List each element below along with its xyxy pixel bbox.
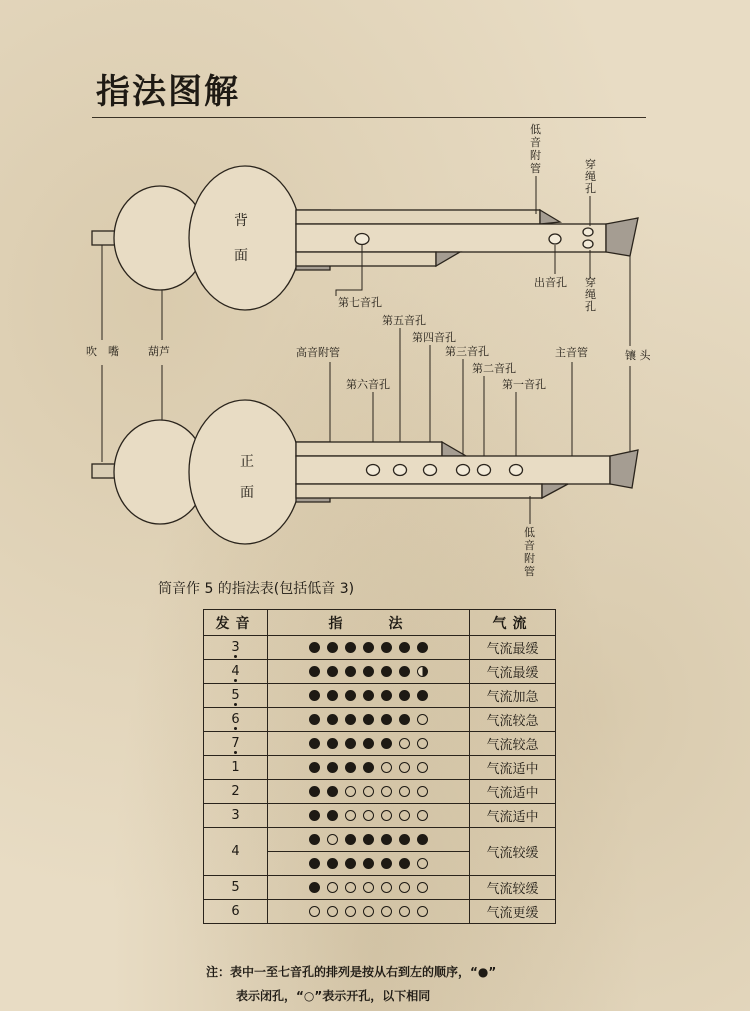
hole-open-icon <box>417 810 428 821</box>
fingering-cell <box>268 876 470 900</box>
fingering-cell <box>268 684 470 708</box>
hole-open-icon <box>345 810 356 821</box>
hole-open-icon <box>345 882 356 893</box>
svg-text:附: 附 <box>524 552 535 565</box>
hole-closed-icon <box>327 642 338 653</box>
hole-closed-icon <box>417 690 428 701</box>
hole-closed-icon <box>381 690 392 701</box>
table-row <box>204 876 556 900</box>
back-upper-pipe-tip <box>540 210 560 224</box>
table-row <box>204 708 556 732</box>
hole-closed-icon <box>309 786 320 797</box>
airflow-cell: 气流最缓 <box>470 636 556 660</box>
hole-closed-icon <box>309 738 320 749</box>
hole-closed-icon <box>327 858 338 869</box>
table-row <box>204 828 556 852</box>
table-header-row <box>204 610 556 636</box>
hole-half-icon <box>417 666 428 677</box>
hole-closed-icon <box>345 858 356 869</box>
fourth-hole-label: 第四音孔 <box>412 331 456 344</box>
hole-closed-icon <box>363 690 374 701</box>
hole-closed-icon <box>399 690 410 701</box>
front-hole-6 <box>367 465 380 476</box>
hole-open-icon <box>417 858 428 869</box>
airflow-cell: 气流适中 <box>470 756 556 780</box>
second-hole-label: 第二音孔 <box>472 362 516 375</box>
note-value: 5 <box>231 880 240 895</box>
note-value: 5 <box>231 688 240 703</box>
airflow-cell: 气流适中 <box>470 804 556 828</box>
note-cell <box>204 660 268 684</box>
svg-text:绳: 绳 <box>585 170 596 183</box>
hole-open-icon <box>363 882 374 893</box>
note-cell <box>204 732 268 756</box>
hole-open-icon <box>363 810 374 821</box>
note-value: 6 <box>231 712 240 727</box>
front-hole-1 <box>510 465 523 476</box>
page-title: 指法图解 <box>96 72 240 112</box>
airflow-cell: 气流更缓 <box>470 900 556 924</box>
svg-text:管: 管 <box>530 162 541 175</box>
back-head <box>606 218 638 256</box>
header-fingering: 指 法 <box>268 610 470 636</box>
svg-text:孔: 孔 <box>585 300 596 313</box>
hole-open-icon <box>327 906 338 917</box>
svg-text:音: 音 <box>524 539 535 552</box>
hole-open-icon <box>345 786 356 797</box>
hole-open-icon <box>417 762 428 773</box>
gourd-label: 葫芦 <box>148 345 170 358</box>
svg-text:音: 音 <box>530 136 541 149</box>
hole-closed-icon <box>309 810 320 821</box>
exit-hole-label: 出音孔 <box>534 276 567 289</box>
fingering-cell <box>268 852 470 876</box>
mouthpiece-label: 吹 嘴 <box>86 345 119 358</box>
hole-closed-icon <box>399 858 410 869</box>
hole-closed-icon <box>309 762 320 773</box>
fingering-cell <box>268 636 470 660</box>
hole-open-icon <box>399 762 410 773</box>
hole-closed-icon <box>381 738 392 749</box>
hole-closed-icon <box>327 714 338 725</box>
footnote <box>206 960 496 1008</box>
hole-closed-icon <box>399 666 410 677</box>
note-value: 6 <box>231 904 240 919</box>
back-rope-hole-b <box>583 240 593 248</box>
table-row <box>204 756 556 780</box>
front-lower-pipe-tip <box>542 484 568 498</box>
note-cell <box>204 876 268 900</box>
hole-open-icon <box>327 834 338 845</box>
hole-open-icon <box>381 882 392 893</box>
hole-open-icon <box>417 786 428 797</box>
note-cell <box>204 756 268 780</box>
svg-text:低: 低 <box>530 123 541 136</box>
front-main-pipe <box>296 456 610 484</box>
hole-open-icon <box>399 882 410 893</box>
airflow-cell: 气流较急 <box>470 732 556 756</box>
main-pipe-label: 主音管 <box>555 346 588 359</box>
front-hole-5 <box>394 465 407 476</box>
sixth-hole-label: 第六音孔 <box>346 378 390 391</box>
note-cell <box>204 804 268 828</box>
hole-open-icon <box>309 906 320 917</box>
hole-closed-icon <box>381 858 392 869</box>
fingering-table <box>203 609 556 924</box>
hole-closed-icon <box>363 834 374 845</box>
front-mouthpiece <box>92 464 116 478</box>
back-hole-exit <box>549 234 561 244</box>
note-cell <box>204 828 268 876</box>
back-hole-7 <box>355 234 369 245</box>
front-upper-pipe-tip <box>442 442 466 456</box>
low-pipe-top-label <box>530 123 541 175</box>
hole-open-icon <box>363 786 374 797</box>
low-pipe-bottom-label <box>524 526 535 578</box>
hole-closed-icon <box>309 834 320 845</box>
fingering-cell <box>268 828 470 852</box>
hole-open-icon <box>399 786 410 797</box>
hole-closed-icon <box>327 738 338 749</box>
hole-closed-icon <box>363 762 374 773</box>
hole-open-icon <box>399 810 410 821</box>
back-label-1: 背 <box>234 213 248 229</box>
hole-closed-icon <box>327 810 338 821</box>
hole-closed-icon <box>363 642 374 653</box>
table-row <box>204 900 556 924</box>
hole-open-icon <box>417 714 428 725</box>
note-value: 2 <box>231 784 240 799</box>
hole-closed-icon <box>399 642 410 653</box>
front-label-2: 面 <box>240 485 254 501</box>
fingering-cell <box>268 660 470 684</box>
note-cell <box>204 636 268 660</box>
hole-closed-icon <box>399 834 410 845</box>
svg-text:穿: 穿 <box>585 158 596 171</box>
table-row <box>204 684 556 708</box>
hole-closed-icon <box>345 738 356 749</box>
hole-closed-icon <box>345 690 356 701</box>
hole-closed-icon <box>327 786 338 797</box>
hole-closed-icon <box>381 834 392 845</box>
back-lower-pipe-tip <box>436 252 460 266</box>
hole-closed-icon <box>309 714 320 725</box>
svg-text:管: 管 <box>524 565 535 578</box>
note-value: 4 <box>231 664 240 679</box>
hole-closed-icon <box>327 762 338 773</box>
note-value: 3 <box>231 640 240 655</box>
table-row <box>204 804 556 828</box>
airflow-cell: 气流最缓 <box>470 660 556 684</box>
hole-closed-icon <box>309 642 320 653</box>
rope-hole-bottom-label <box>585 275 596 313</box>
note-value: 7 <box>231 736 240 751</box>
hole-closed-icon <box>399 714 410 725</box>
rope-hole-top-label <box>585 157 596 195</box>
table-row <box>204 780 556 804</box>
hole-closed-icon <box>417 642 428 653</box>
fingering-cell <box>268 708 470 732</box>
airflow-cell: 气流较急 <box>470 708 556 732</box>
fifth-hole-label: 第五音孔 <box>382 314 426 327</box>
fingering-cell <box>268 756 470 780</box>
table-row <box>204 732 556 756</box>
hole-open-icon <box>381 810 392 821</box>
airflow-cell: 气流适中 <box>470 780 556 804</box>
back-mouthpiece <box>92 231 116 245</box>
airflow-cell: 气流较缓 <box>470 828 556 876</box>
hole-open-icon <box>345 906 356 917</box>
front-view <box>92 400 638 544</box>
hole-open-icon <box>381 786 392 797</box>
hole-closed-icon <box>345 666 356 677</box>
note-cell <box>204 780 268 804</box>
hole-closed-icon <box>363 666 374 677</box>
hole-open-icon <box>363 906 374 917</box>
front-hole-4 <box>424 465 437 476</box>
hole-open-icon <box>417 738 428 749</box>
front-label-1: 正 <box>240 454 254 470</box>
note-cell <box>204 708 268 732</box>
hole-open-icon <box>417 882 428 893</box>
header-airflow: 气流 <box>470 610 556 636</box>
front-hole-2 <box>478 465 491 476</box>
note-cell <box>204 900 268 924</box>
svg-text:绳: 绳 <box>585 288 596 301</box>
hole-open-icon <box>399 906 410 917</box>
front-gourd-large <box>189 400 301 544</box>
note-cell <box>204 684 268 708</box>
back-gourd-large <box>189 166 301 310</box>
seventh-hole-label: 第七音孔 <box>338 296 382 309</box>
hole-closed-icon <box>381 666 392 677</box>
hole-closed-icon <box>363 714 374 725</box>
front-upper-pipe <box>296 442 442 456</box>
first-hole-label: 第一音孔 <box>502 378 546 391</box>
high-pipe-label: 高音附管 <box>296 346 340 359</box>
svg-text:穿: 穿 <box>585 276 596 289</box>
hole-closed-icon <box>309 858 320 869</box>
back-lower-pipe <box>296 252 436 266</box>
head-label: 镶 头 <box>625 349 651 362</box>
table-caption: 筒音作 5 的指法表(包括低音 3) <box>158 581 355 597</box>
front-head <box>610 450 638 488</box>
back-label-2: 面 <box>234 248 248 264</box>
header-note: 发音 <box>204 610 268 636</box>
svg-text:孔: 孔 <box>585 182 596 195</box>
airflow-cell: 气流加急 <box>470 684 556 708</box>
hole-open-icon <box>399 738 410 749</box>
back-upper-pipe <box>296 210 540 224</box>
front-hole-3 <box>457 465 470 476</box>
table-body <box>204 636 556 924</box>
hole-open-icon <box>327 882 338 893</box>
svg-text:低: 低 <box>524 526 535 539</box>
hole-open-icon <box>381 762 392 773</box>
hole-closed-icon <box>345 834 356 845</box>
hole-closed-icon <box>327 666 338 677</box>
hole-closed-icon <box>381 714 392 725</box>
hole-closed-icon <box>363 738 374 749</box>
table-row <box>204 660 556 684</box>
hole-closed-icon <box>327 690 338 701</box>
note-value: 4 <box>231 844 240 859</box>
fingering-cell <box>268 732 470 756</box>
hole-open-icon <box>417 906 428 917</box>
hole-closed-icon <box>345 714 356 725</box>
hole-closed-icon <box>345 762 356 773</box>
note-value: 1 <box>231 760 240 775</box>
table-row <box>204 636 556 660</box>
hole-open-icon <box>381 906 392 917</box>
footnote-line-1: 注：表中一至七音孔的排列是按从右到左的顺序，“●” <box>206 965 497 979</box>
fingering-cell <box>268 900 470 924</box>
airflow-cell: 气流较缓 <box>470 876 556 900</box>
hole-closed-icon <box>417 834 428 845</box>
third-hole-label: 第三音孔 <box>445 345 489 358</box>
note-value: 3 <box>231 808 240 823</box>
back-rope-hole-a <box>583 228 593 236</box>
fingering-cell <box>268 804 470 828</box>
front-lower-pipe <box>296 484 542 498</box>
footnote-line-2: 表示闭孔，“○”表示开孔，以下相同 <box>236 989 431 1003</box>
hole-closed-icon <box>309 666 320 677</box>
hole-closed-icon <box>381 642 392 653</box>
svg-text:附: 附 <box>530 149 541 162</box>
hole-closed-icon <box>345 642 356 653</box>
hole-closed-icon <box>309 882 320 893</box>
hole-closed-icon <box>363 858 374 869</box>
fingering-cell <box>268 780 470 804</box>
hole-closed-icon <box>309 690 320 701</box>
